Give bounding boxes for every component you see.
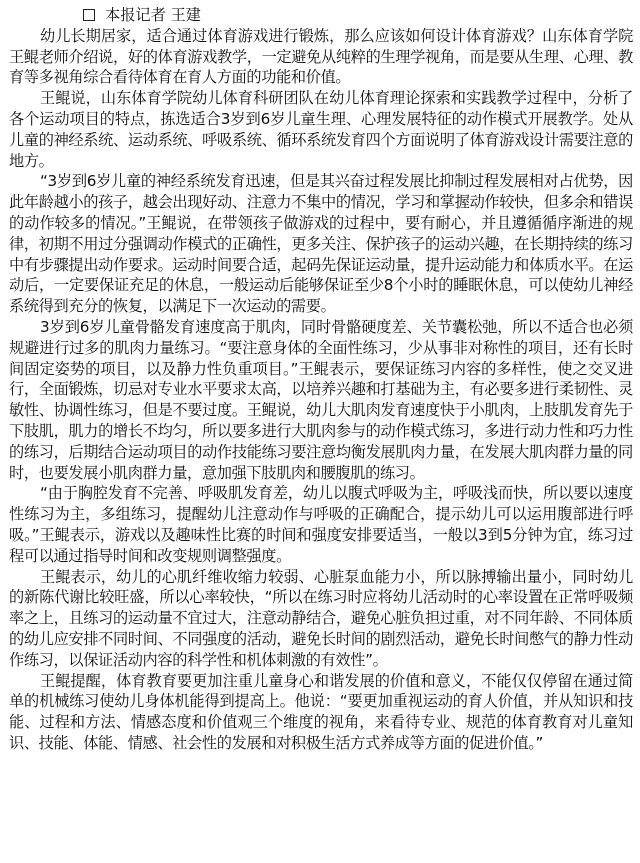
paragraph-2: 王鲲说，山东体育学院幼儿体育科研团队在幼儿体育理论探索和实践教学过程中，分析了各个运动项目的特点，拣选适合3岁到6岁儿童生理、心理发展特征的动作模式开展教学。处从儿童的神经系统、运动系统、呼吸系统、循环系统发育四个方面说明了体育游戏设计需要注意的地方。 <box>9 89 633 170</box>
paragraph-7: 王鲲提醒，体育教育要更加注重儿童身心和谐发展的价值和意义，不能仅仅停留在通过简单的机械练习使幼儿身体机能得到提高上。他说：“要更加重视运动的育人价值，并从知识和技能、过程和方法、情感态度和价值观三个维度的视角，来看待专业、规范的体育教育对儿童知识、技能、体能、情感、社会性的发展和对积极生活方式养成等方面的促进价值。” <box>9 671 633 752</box>
square-bullet-icon <box>83 9 95 21</box>
paragraph-5: “由于胸腔发育不完善、呼吸肌发育差，幼儿以腹式呼吸为主，呼吸浅而快，所以要以速度性练习为主，多组练习，提醒幼儿注意动作与呼吸的正确配合，提示幼儿可以运用腹部进行呼吸。”王鲲表示，游戏以及趣味性比赛的时间和强度安排要适当，一般以3到5分钟为宜，练习过程可以通过指导时间和改变规则调整强度。 <box>9 484 633 565</box>
byline <box>9 5 633 26</box>
article-body <box>9 5 633 754</box>
paragraph-4: 3岁到6岁儿童骨骼发育速度高于肌肉，同时骨骼硬度差、关节囊松弛，所以不适合也必须规避进行过多的肌肉力量练习。“要注意身体的全面性练习，少从事非对称性的项目，还有长时间固定姿势的项目，以及静力性负重项目。”王鲲表示，要保证练习内容的多样性，使之交叉进行，全面锻炼，切忌对专业水平要求太高，以培养兴趣和打基础为主，有必要多进行柔韧性、灵敏性、协调性练习，但是不要过度。王鲲说，幼儿大肌肉发育速度快于小肌肉，上肢肌发育先于下肢肌，肌力的增长不均匀，所以要多进行大肌肉参与的动作模式练习，多进行动力性和巧力性的练习，后期结合运动项目的动作技能练习要注意均衡发展肌肉力量，在发展大肌肉群力量的同时，也要发展小肌肉群力量，意加强下肢肌肉和腰腹肌的练习。 <box>9 317 633 482</box>
byline-text: 本报记者 王建 <box>105 6 201 24</box>
paragraph-1: 幼儿长期居家，适合通过体育游戏进行锻炼，那么应该如何设计体育游戏？山东体育学院王鲲老师介绍说，好的体育游戏教学，一定避免从纯粹的生理学视角，而是要从生理、心理、教育等多视角综合看待体育在育人方面的功能和价值。 <box>9 26 633 87</box>
paragraph-6: 王鲲表示，幼儿的心肌纤维收缩力较弱、心脏泵血能力小，所以脉搏输出量小，同时幼儿的新陈代谢比较旺盛，所以心率较快，“所以在练习时应将幼儿活动时的心率设置在正常呼吸频率之上，且练习的运动量不宜过大，注意动静结合，避免心脏负担过重，对不同年龄、不同体质的幼儿应安排不同时间、不同强度的活动，避免长时间的剧烈活动，避免长时间憋气的静力性动作练习，以保证活动内容的科学性和机体刺激的有效性”。 <box>9 567 633 669</box>
paragraph-3: “3岁到6岁儿童的神经系统发育迅速，但是其兴奋过程发展比抑制过程发展相对占优势，因此年龄越小的孩子，越会出现好动、注意力不集中的情况，学习和掌握动作较快，但多余和错误的动作较多的情况。”王鲲说，在带领孩子做游戏的过程中，要有耐心，并且遵循循序渐进的规律，初期不用过分强调动作模式的正确性，更多关注、保护孩子的运动兴趣，在长期持续的练习中有步骤提出动作要求。运动时间要合适，起码先保证运动量，提升运动能力和体质水平。在运动后，一定要保证充足的休息，一般运动后能够保证至少8个小时的睡眠休息，可以使幼儿神经系统得到充分的恢复，以满足下一次运动的需要。 <box>9 172 633 316</box>
